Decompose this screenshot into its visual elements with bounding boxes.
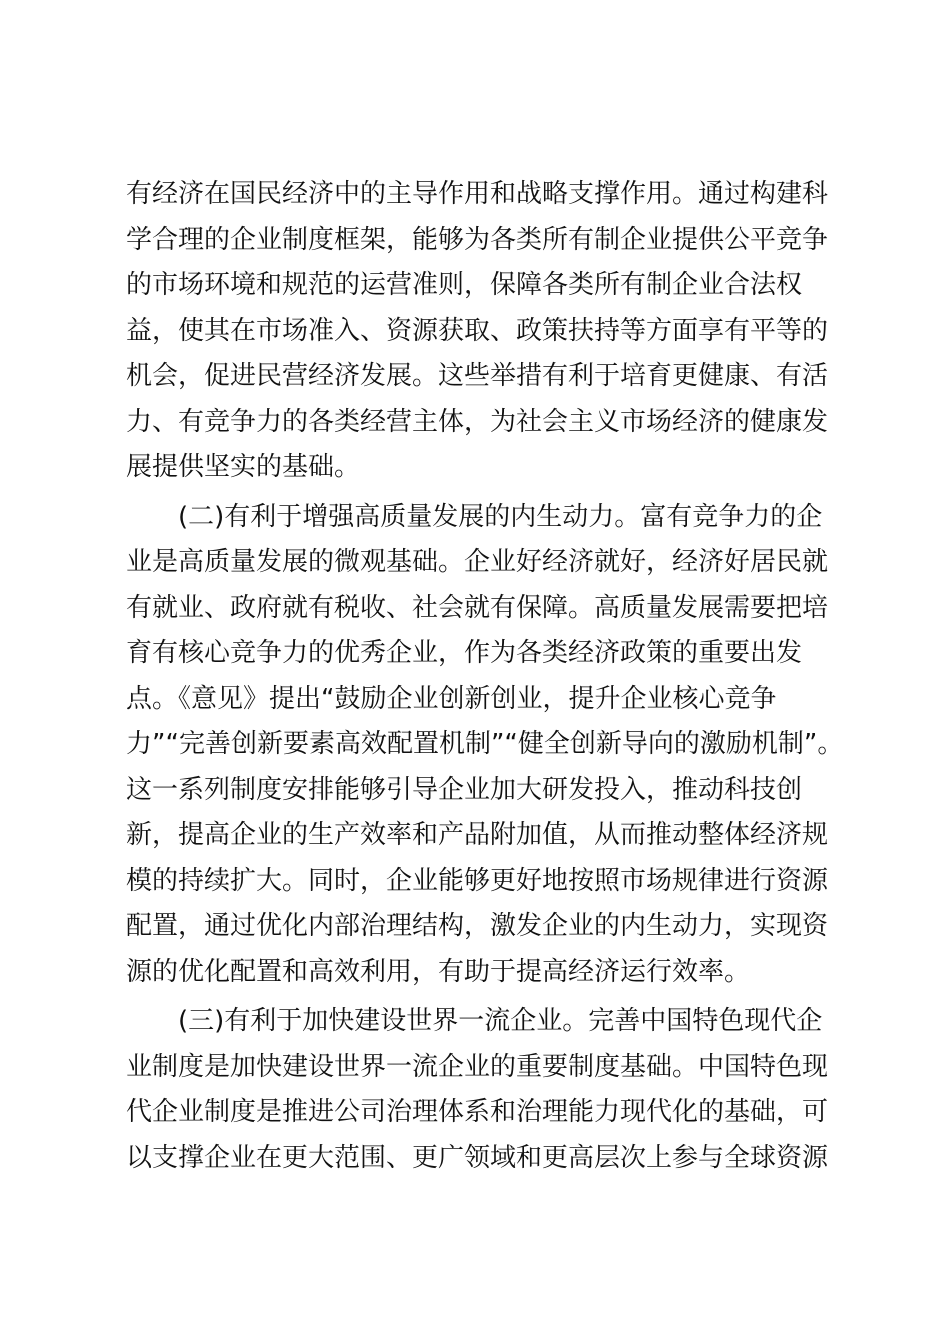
section-heading-line: (三)有利于加快建设世界一流企业。完善中国特色现代企 [178, 1006, 823, 1036]
text-line: 代企业制度是推进公司治理体系和治理能力现代化的基础，可 [126, 1097, 829, 1127]
text-line: 有就业、政府就有税收、社会就有保障。高质量发展需要把培 [126, 592, 829, 623]
text-line: 新，提高企业的生产效率和产品附加值，从而推动整体经济规 [126, 820, 829, 850]
text-line: 有经济在国民经济中的主导作用和战略支撑作用。通过构建科 [126, 179, 829, 209]
text-line: 源的优化配置和高效利用，有助于提高经济运行效率。 [126, 956, 751, 987]
text-line: 模的持续扩大。同时，企业能够更好地按照市场规律进行资源 [126, 865, 829, 896]
text-line: 业是高质量发展的微观基础。企业好经济就好，经济好居民就 [126, 547, 829, 577]
text-line: 学合理的企业制度框架，能够为各类所有制企业提供公平竞争 [126, 224, 829, 255]
text-line: 这一系列制度安排能够引导企业加大研发投入，推动科技创 [126, 774, 803, 805]
section-heading-line: (二)有利于增强高质量发展的内生动力。富有竞争力的企 [178, 501, 823, 532]
text-line: 展提供坚实的基础。 [126, 452, 361, 482]
text-line: 点。《意见》提出“鼓励企业创新创业，提升企业核心竞争 [126, 683, 777, 714]
text-line: 机会，促进民营经济发展。这些举措有利于培育更健康、有活 [126, 361, 829, 391]
text-line: 以支撑企业在更大范围、更广领域和更高层次上参与全球资源 [126, 1142, 829, 1173]
text-line: 业制度是加快建设世界一流企业的重要制度基础。中国特色现 [126, 1051, 829, 1082]
text-line: 育有核心竞争力的优秀企业，作为各类经济政策的重要出发 [126, 638, 803, 668]
text-line: 配置，通过优化内部治理结构，激发企业的内生动力，实现资 [126, 911, 829, 941]
text-line: 的市场环境和规范的运营准则，保障各类所有制企业合法权 [126, 270, 803, 300]
text-line: 力、有竞争力的各类经营主体，为社会主义市场经济的健康发 [126, 406, 829, 437]
text-line: 益，使其在市场准入、资源获取、政策扶持等方面享有平等的 [126, 315, 829, 346]
body-text [126, 174, 844, 1183]
text-line: 力”“完善创新要素高效配置机制”“健全创新导向的激励机制”。 [126, 729, 844, 759]
